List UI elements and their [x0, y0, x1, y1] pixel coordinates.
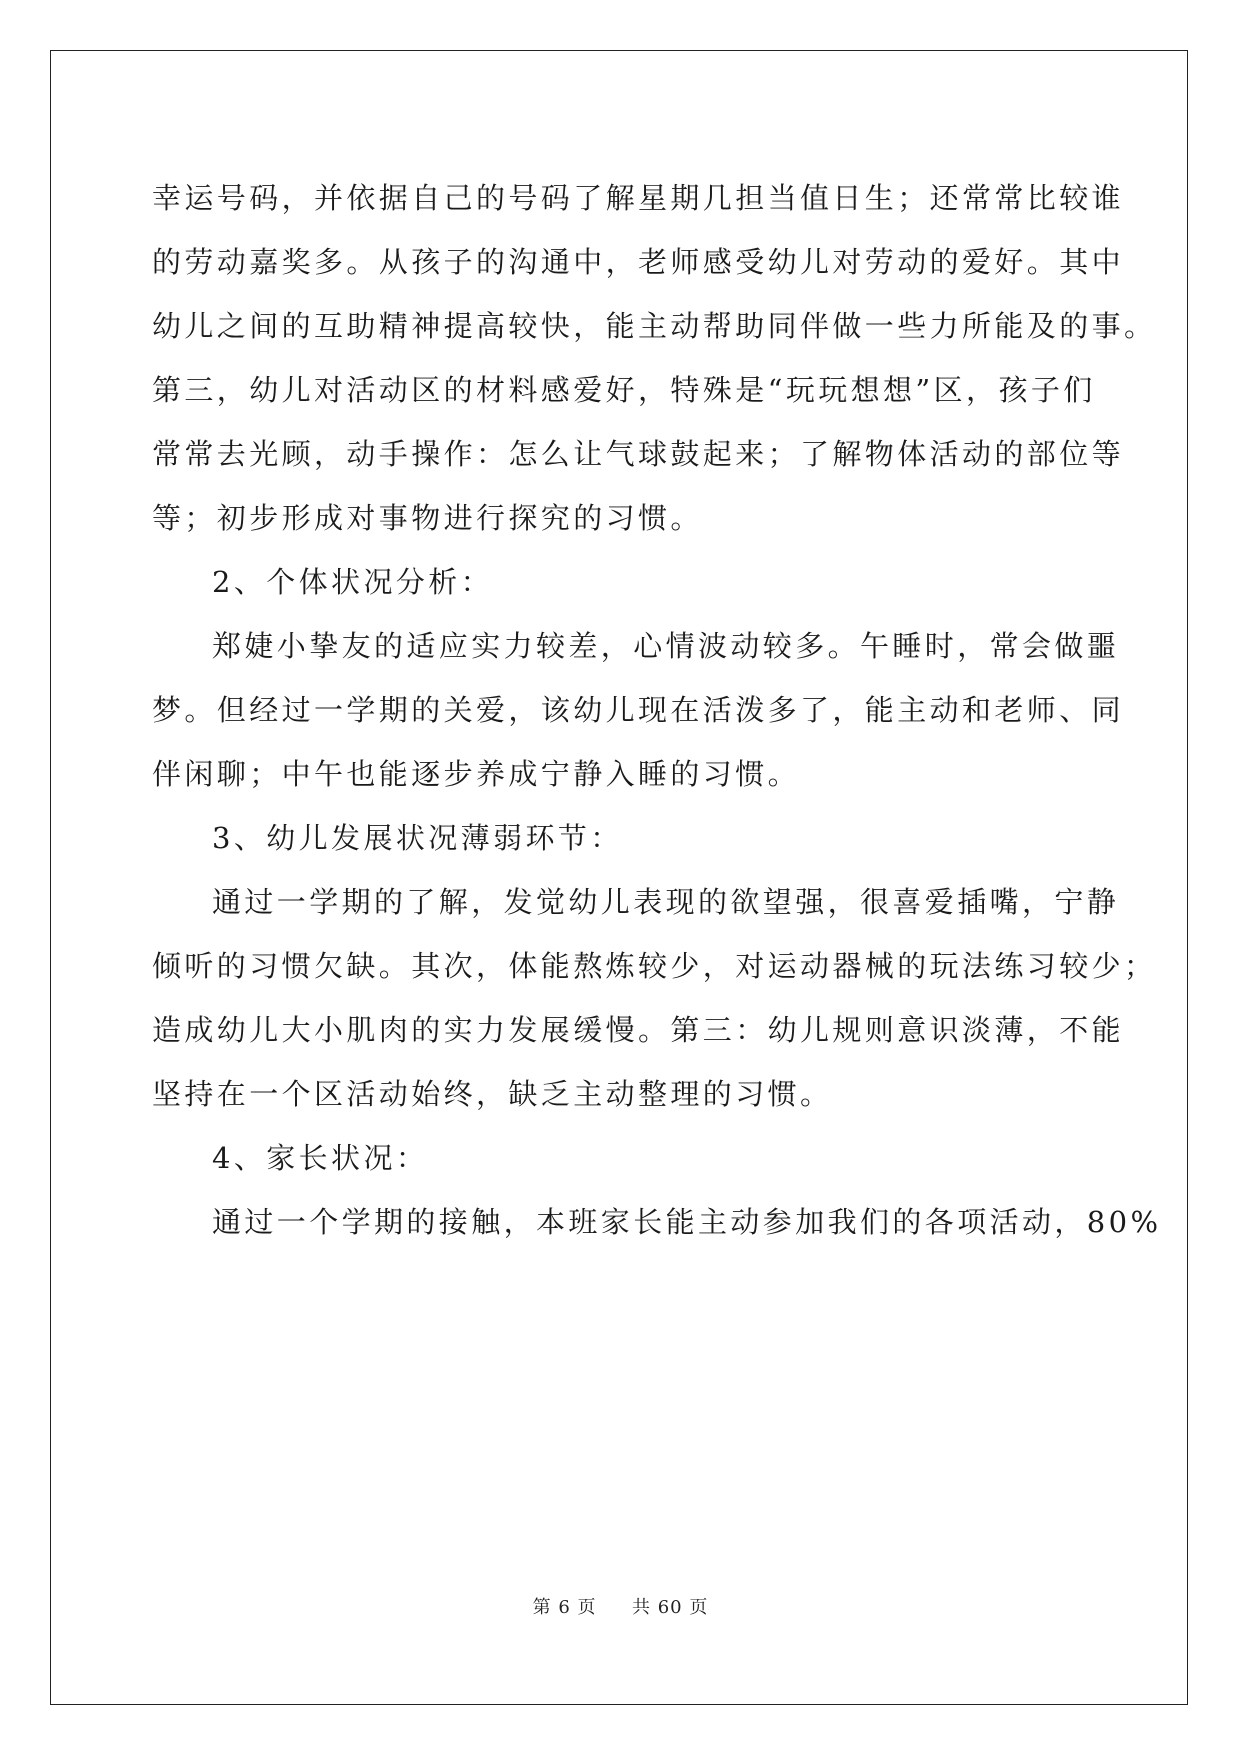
text-line: 通过一学期的了解，发觉幼儿表现的欲望强，很喜爱插嘴，宁静 [212, 885, 1120, 919]
text-line: 常常去光顾，动手操作：怎么让气球鼓起来；了解物体活动的部位等 [152, 437, 1125, 471]
section-heading: 3、幼儿发展状况薄弱环节： [212, 821, 623, 855]
page-number: 第 6 页 [532, 1597, 597, 1618]
text-line: 等；初步形成对事物进行探究的习惯。 [152, 501, 703, 535]
text-line: 郑婕小挚友的适应实力较差，心情波动较多。午睡时，常会做噩 [212, 629, 1120, 663]
text-line: 倾听的习惯欠缺。其次，体能熬炼较少，对运动器械的玩法练习较少； [152, 949, 1157, 983]
section-heading: 2、个体状况分析： [212, 565, 494, 599]
text-line: 第三，幼儿对活动区的材料感爱好，特殊是“玩玩想想”区，孩子们 [152, 373, 1096, 407]
document-body [152, 166, 1162, 1254]
text-line: 造成幼儿大小肌肉的实力发展缓慢。第三：幼儿规则意识淡薄，不能 [152, 1013, 1125, 1047]
text-line: 幸运号码，并依据自己的号码了解星期几担当值日生；还常常比较谁 [152, 181, 1125, 215]
text-line: 伴闲聊；中午也能逐步养成宁静入睡的习惯。 [152, 757, 801, 791]
text-line: 通过一个学期的接触，本班家长能主动参加我们的各项活动，80% [212, 1205, 1162, 1239]
page-total: 共 60 页 [632, 1597, 709, 1618]
text-line: 梦。但经过一学期的关爱，该幼儿现在活泼多了，能主动和老师、同 [152, 693, 1125, 727]
text-line: 幼儿之间的互助精神提高较快，能主动帮助同伴做一些力所能及的事。 [152, 309, 1157, 343]
page-footer [0, 1593, 1241, 1619]
text-line: 坚持在一个区活动始终，缺乏主动整理的习惯。 [152, 1077, 833, 1111]
section-heading: 4、家长状况： [212, 1141, 429, 1175]
text-line: 的劳动嘉奖多。从孩子的沟通中，老师感受幼儿对劳动的爱好。其中 [152, 245, 1125, 279]
